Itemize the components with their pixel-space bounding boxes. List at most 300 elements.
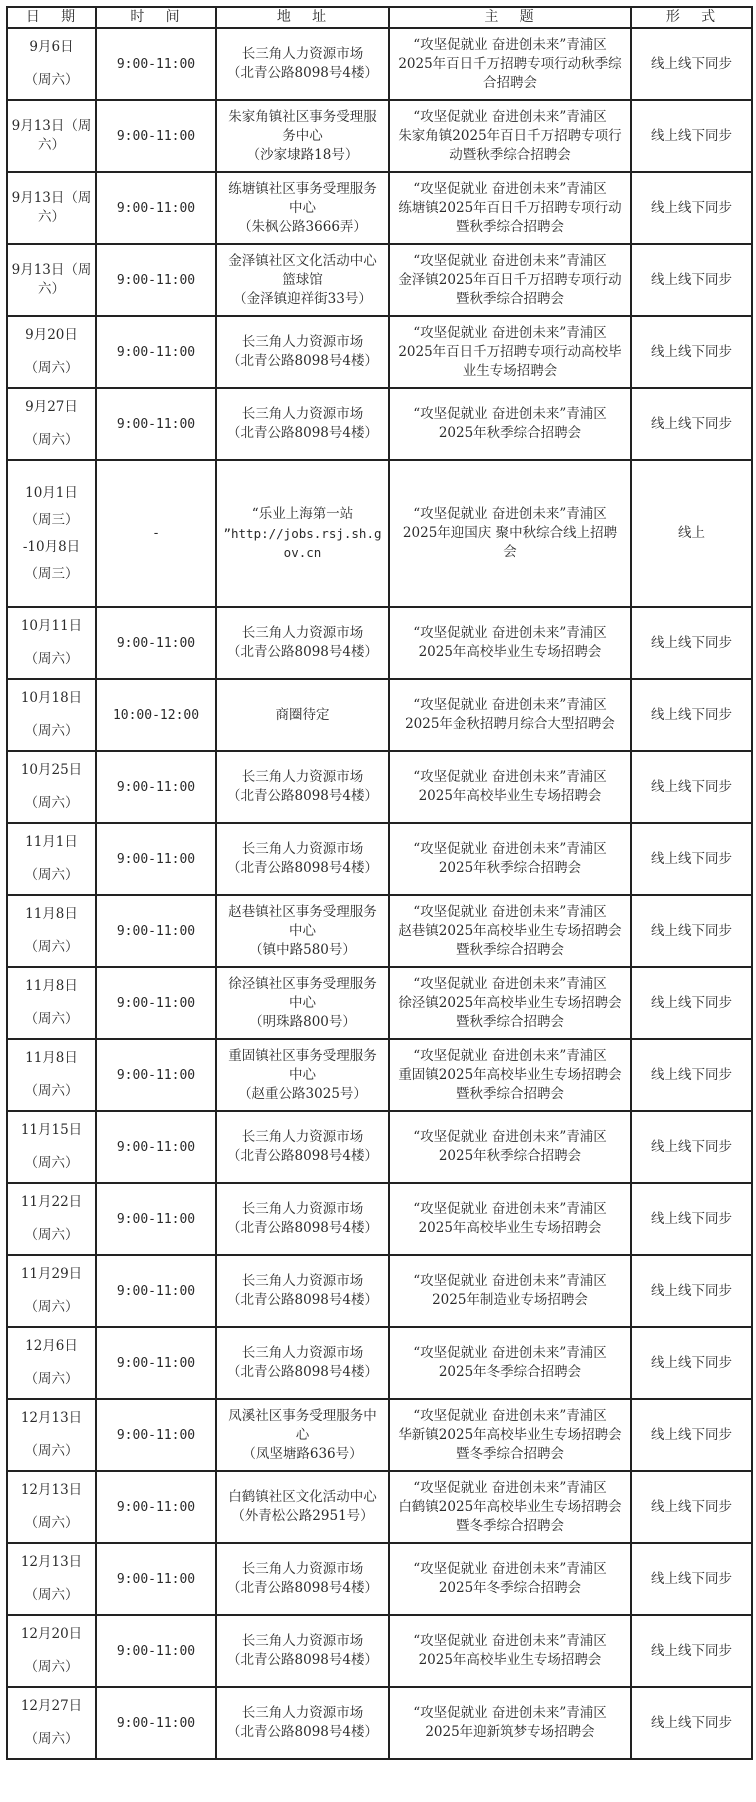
address-line: （北青公路8098号4楼） bbox=[227, 1580, 378, 1596]
table-row bbox=[7, 316, 752, 388]
theme-cell bbox=[389, 1471, 631, 1543]
date-text: 10月18日 bbox=[20, 690, 83, 706]
theme-line: 白鹤镇2025年高校毕业生专场招聘会 bbox=[398, 1498, 622, 1515]
table-row bbox=[7, 1327, 752, 1399]
weekday-text: （周六） bbox=[24, 867, 79, 883]
time-cell: 9:00-11:00 bbox=[96, 1471, 216, 1543]
address-cell bbox=[216, 751, 389, 823]
theme-line: 朱家角镇2025年百日千万招聘专项行 bbox=[398, 127, 622, 144]
address-line: （赵重公路3025号） bbox=[238, 1085, 367, 1102]
weekday-text: （周六） bbox=[24, 1443, 79, 1459]
address-line: 中心 bbox=[289, 199, 316, 216]
address-cell bbox=[216, 1327, 389, 1399]
theme-cell bbox=[389, 28, 631, 100]
address-cell bbox=[216, 1471, 389, 1543]
date-text: 11月8日 bbox=[25, 1050, 78, 1066]
address-line: （镇中路580号） bbox=[249, 941, 356, 958]
time-cell: 9:00-11:00 bbox=[96, 1039, 216, 1111]
weekday-text: （周六） bbox=[24, 1083, 79, 1099]
date-text: 9月13日（周 bbox=[11, 118, 92, 134]
date-cell bbox=[7, 1183, 96, 1255]
address-cell bbox=[216, 460, 389, 607]
weekday-text: （周六） bbox=[24, 1731, 79, 1747]
date-cell bbox=[7, 1471, 96, 1543]
weekday-text: （周六） bbox=[24, 1155, 79, 1171]
theme-line: “攻坚促就业 奋进创未来”青浦区 bbox=[413, 841, 607, 857]
theme-line: 2025年制造业专场招聘会 bbox=[432, 1292, 588, 1308]
format-cell: 线上线下同步 bbox=[631, 1255, 752, 1327]
weekday-text: （周六） bbox=[24, 72, 79, 88]
address-line: 长三角人力资源市场 bbox=[241, 46, 364, 62]
format-cell: 线上线下同步 bbox=[631, 1471, 752, 1543]
theme-line: 徐泾镇2025年高校毕业生专场招聘会 bbox=[398, 994, 622, 1011]
theme-line: 暨冬季综合招聘会 bbox=[456, 1517, 564, 1534]
table-row bbox=[7, 607, 752, 679]
address-line: 长三角人力资源市场 bbox=[241, 1705, 364, 1721]
theme-line: “攻坚促就业 奋进创未来”青浦区 bbox=[413, 406, 607, 422]
address-line: 长三角人力资源市场 bbox=[241, 1561, 364, 1577]
address-cell bbox=[216, 28, 389, 100]
theme-line: 2025年高校毕业生专场招聘会 bbox=[418, 1652, 602, 1668]
time-cell: 9:00-11:00 bbox=[96, 967, 216, 1039]
address-line: 重固镇社区事务受理服务 bbox=[228, 1047, 377, 1064]
time-cell: - bbox=[96, 460, 216, 607]
theme-cell bbox=[389, 1687, 631, 1759]
date-text: 12月13日 bbox=[20, 1554, 83, 1570]
theme-line: 2025年高校毕业生专场招聘会 bbox=[418, 788, 602, 804]
weekday-text: 六） bbox=[38, 137, 65, 153]
address-line: （北青公路8098号4楼） bbox=[227, 65, 378, 81]
address-cell bbox=[216, 1111, 389, 1183]
theme-line: “攻坚促就业 奋进创未来”青浦区 bbox=[413, 252, 607, 269]
table-body-online bbox=[7, 460, 752, 607]
weekday-text: （周六） bbox=[24, 1011, 79, 1027]
weekday-text: （周六） bbox=[24, 360, 79, 376]
theme-cell bbox=[389, 895, 631, 967]
theme-line: 合招聘会 bbox=[483, 74, 537, 91]
address-cell bbox=[216, 1543, 389, 1615]
date-cell bbox=[7, 1327, 96, 1399]
format-cell: 线上线下同步 bbox=[631, 1111, 752, 1183]
address-line: 徐泾镇社区事务受理服务 bbox=[228, 975, 377, 992]
time-cell: 9:00-11:00 bbox=[96, 172, 216, 244]
date-text: 9月13日（周 bbox=[11, 262, 92, 278]
theme-line: “攻坚促就业 奋进创未来”青浦区 bbox=[413, 975, 607, 992]
theme-line: “攻坚促就业 奋进创未来”青浦区 bbox=[413, 769, 607, 785]
format-cell: 线上线下同步 bbox=[631, 100, 752, 172]
address-line: 务中心 bbox=[282, 127, 323, 144]
header-time: 时 间 bbox=[96, 7, 216, 28]
date-text: 11月1日 bbox=[25, 834, 78, 850]
table-row bbox=[7, 100, 752, 172]
address-line: 白鹤镇社区文化活动中心 bbox=[228, 1489, 377, 1505]
theme-cell bbox=[389, 967, 631, 1039]
address-line: 篮球馆 bbox=[282, 271, 323, 288]
format-cell: 线上 bbox=[631, 460, 752, 607]
address-line: （沙家埭路18号） bbox=[246, 146, 359, 163]
theme-line: “攻坚促就业 奋进创未来”青浦区 bbox=[413, 697, 607, 713]
theme-line: 会 bbox=[503, 544, 517, 560]
theme-line: 2025年金秋招聘月综合大型招聘会 bbox=[405, 716, 615, 732]
theme-line: 2025年迎国庆 聚中秋综合线上招聘 bbox=[402, 525, 618, 541]
weekday-text: （周六） bbox=[24, 939, 79, 955]
table-row bbox=[7, 1039, 752, 1111]
date-cell bbox=[7, 1039, 96, 1111]
theme-cell bbox=[389, 679, 631, 751]
date-cell bbox=[7, 316, 96, 388]
table-row bbox=[7, 751, 752, 823]
address-line: 长三角人力资源市场 bbox=[241, 841, 364, 857]
date-text: 12月13日 bbox=[20, 1410, 83, 1426]
table-row bbox=[7, 28, 752, 100]
address-line: 长三角人力资源市场 bbox=[241, 1273, 364, 1289]
theme-line: “攻坚促就业 奋进创未来”青浦区 bbox=[413, 1705, 607, 1721]
address-line: （北青公路8098号4楼） bbox=[227, 860, 378, 876]
theme-line: “攻坚促就业 奋进创未来”青浦区 bbox=[413, 108, 607, 125]
date-text: 12月27日 bbox=[20, 1698, 83, 1714]
address-line: （北青公路8098号4楼） bbox=[227, 644, 378, 660]
address-cell bbox=[216, 1255, 389, 1327]
date-text: 9月13日（周 bbox=[11, 190, 92, 206]
theme-line: “攻坚促就业 奋进创未来”青浦区 bbox=[413, 1129, 607, 1145]
address-line: 中心 bbox=[289, 994, 316, 1011]
time-cell: 9:00-11:00 bbox=[96, 316, 216, 388]
weekday-text: 六） bbox=[38, 281, 65, 297]
theme-line: 暨冬季综合招聘会 bbox=[456, 1445, 564, 1462]
address-line: 商圈待定 bbox=[275, 706, 330, 723]
address-line: 朱家角镇社区事务受理服 bbox=[228, 108, 377, 125]
address-line: （北青公路8098号4楼） bbox=[227, 353, 378, 369]
date-cell bbox=[7, 28, 96, 100]
theme-cell bbox=[389, 823, 631, 895]
theme-cell bbox=[389, 1183, 631, 1255]
theme-line: “攻坚促就业 奋进创未来”青浦区 bbox=[413, 1479, 607, 1496]
address-cell bbox=[216, 1039, 389, 1111]
theme-line: 2025年高校毕业生专场招聘会 bbox=[418, 1220, 602, 1236]
table-row bbox=[7, 460, 752, 607]
date-cell bbox=[7, 751, 96, 823]
table-row bbox=[7, 1615, 752, 1687]
address-cell bbox=[216, 316, 389, 388]
weekday-text: 六） bbox=[38, 209, 65, 225]
format-cell: 线上线下同步 bbox=[631, 1327, 752, 1399]
table-row bbox=[7, 1255, 752, 1327]
theme-line: “攻坚促就业 奋进创未来”青浦区 bbox=[413, 36, 607, 53]
address-line: （北青公路8098号4楼） bbox=[227, 425, 378, 441]
theme-line: “攻坚促就业 奋进创未来”青浦区 bbox=[413, 625, 607, 641]
address-cell bbox=[216, 100, 389, 172]
time-cell: 9:00-11:00 bbox=[96, 751, 216, 823]
address-line: 赵巷镇社区事务受理服务 bbox=[228, 903, 377, 920]
table-row bbox=[7, 1111, 752, 1183]
address-line: 长三角人力资源市场 bbox=[241, 625, 364, 641]
weekday-text: （周六） bbox=[24, 723, 79, 739]
theme-line: “攻坚促就业 奋进创未来”青浦区 bbox=[413, 903, 607, 920]
time-cell: 9:00-11:00 bbox=[96, 1687, 216, 1759]
theme-cell bbox=[389, 316, 631, 388]
address-cell bbox=[216, 244, 389, 316]
format-cell: 线上线下同步 bbox=[631, 679, 752, 751]
format-cell: 线上线下同步 bbox=[631, 823, 752, 895]
theme-line: 2025年冬季综合招聘会 bbox=[438, 1364, 582, 1380]
theme-cell bbox=[389, 1039, 631, 1111]
format-cell: 线上线下同步 bbox=[631, 1543, 752, 1615]
time-cell: 9:00-11:00 bbox=[96, 244, 216, 316]
time-cell: 9:00-11:00 bbox=[96, 100, 216, 172]
date-text: 9月6日 bbox=[29, 39, 74, 55]
date-cell bbox=[7, 823, 96, 895]
job-fair-schedule-table bbox=[6, 6, 753, 1760]
table-row bbox=[7, 388, 752, 460]
date-cell bbox=[7, 1111, 96, 1183]
header-theme: 主 题 bbox=[389, 7, 631, 28]
format-cell: 线上线下同步 bbox=[631, 895, 752, 967]
format-cell: 线上线下同步 bbox=[631, 1039, 752, 1111]
date-cell bbox=[7, 895, 96, 967]
address-line: 长三角人力资源市场 bbox=[241, 1129, 364, 1145]
theme-line: 2025年百日千万招聘专项行动秋季综 bbox=[398, 55, 622, 72]
date-cell bbox=[7, 679, 96, 751]
theme-line: 2025年秋季综合招聘会 bbox=[438, 425, 582, 441]
format-cell: 线上线下同步 bbox=[631, 316, 752, 388]
time-cell: 9:00-11:00 bbox=[96, 823, 216, 895]
time-cell: 9:00-11:00 bbox=[96, 1255, 216, 1327]
format-cell: 线上线下同步 bbox=[631, 1399, 752, 1471]
address-line: （外青松公路2951号） bbox=[231, 1508, 374, 1524]
format-cell: 线上线下同步 bbox=[631, 607, 752, 679]
address-line: （北青公路8098号4楼） bbox=[227, 1652, 378, 1668]
date-text: 12月6日 bbox=[25, 1338, 78, 1354]
format-cell: 线上线下同步 bbox=[631, 1183, 752, 1255]
address-line: 凤溪社区事务受理服务中 bbox=[228, 1407, 377, 1424]
theme-line: “攻坚促就业 奋进创未来”青浦区 bbox=[413, 1201, 607, 1217]
theme-line: 练塘镇2025年百日千万招聘专项行动 bbox=[398, 199, 622, 216]
header-address: 地 址 bbox=[216, 7, 389, 28]
theme-cell bbox=[389, 751, 631, 823]
theme-cell bbox=[389, 1111, 631, 1183]
theme-cell bbox=[389, 1399, 631, 1471]
end-weekday-text: （周三） bbox=[24, 565, 79, 582]
theme-line: 金泽镇2025年百日千万招聘专项行动 bbox=[398, 271, 622, 288]
theme-cell bbox=[389, 460, 631, 607]
theme-line: 暨秋季综合招聘会 bbox=[456, 290, 564, 307]
theme-line: 2025年秋季综合招聘会 bbox=[438, 860, 582, 876]
time-cell: 9:00-11:00 bbox=[96, 1327, 216, 1399]
weekday-text: （周六） bbox=[24, 1299, 79, 1315]
time-cell: 9:00-11:00 bbox=[96, 1543, 216, 1615]
address-cell bbox=[216, 679, 389, 751]
weekday-text: （周六） bbox=[24, 1371, 79, 1387]
theme-line: “攻坚促就业 奋进创未来”青浦区 bbox=[413, 1273, 607, 1289]
address-line: 金泽镇社区文化活动中心 bbox=[228, 252, 377, 269]
date-text: 11月22日 bbox=[20, 1194, 83, 1210]
date-text: 12月13日 bbox=[20, 1482, 83, 1498]
end-date-text: -10月8日 bbox=[22, 538, 81, 555]
table-row bbox=[7, 1543, 752, 1615]
theme-line: “攻坚促就业 奋进创未来”青浦区 bbox=[413, 1561, 607, 1577]
header-date: 日 期 bbox=[7, 7, 96, 28]
address-line: （朱枫公路3666弄） bbox=[238, 218, 367, 235]
theme-cell bbox=[389, 100, 631, 172]
theme-cell bbox=[389, 172, 631, 244]
address-line: （凤坚塘路636号） bbox=[242, 1445, 363, 1462]
table-header-row bbox=[7, 7, 752, 28]
address-line: （明珠路800号） bbox=[249, 1013, 356, 1030]
theme-line: 2025年冬季综合招聘会 bbox=[438, 1580, 582, 1596]
header-format: 形 式 bbox=[631, 7, 752, 28]
address-line: 心 bbox=[295, 1426, 310, 1443]
date-text: 11月15日 bbox=[20, 1122, 83, 1138]
theme-cell bbox=[389, 1615, 631, 1687]
table-row bbox=[7, 679, 752, 751]
date-cell bbox=[7, 1687, 96, 1759]
weekday-text: （周三） bbox=[24, 511, 79, 528]
format-cell: 线上线下同步 bbox=[631, 1615, 752, 1687]
address-line: “乐业上海第一站 bbox=[251, 506, 354, 522]
address-cell bbox=[216, 1399, 389, 1471]
time-cell: 9:00-11:00 bbox=[96, 607, 216, 679]
date-text: 9月27日 bbox=[25, 399, 78, 415]
date-text: 9月20日 bbox=[25, 327, 78, 343]
date-cell bbox=[7, 967, 96, 1039]
time-cell: 9:00-11:00 bbox=[96, 1399, 216, 1471]
address-line: 练塘镇社区事务受理服务 bbox=[228, 180, 377, 197]
address-line: 长三角人力资源市场 bbox=[241, 1201, 364, 1217]
format-cell: 线上线下同步 bbox=[631, 244, 752, 316]
date-cell bbox=[7, 1255, 96, 1327]
date-text: 11月29日 bbox=[20, 1266, 83, 1282]
address-line: 长三角人力资源市场 bbox=[241, 769, 364, 785]
weekday-text: （周六） bbox=[24, 1659, 79, 1675]
table-row bbox=[7, 244, 752, 316]
theme-cell bbox=[389, 1255, 631, 1327]
address-line: 中心 bbox=[289, 922, 316, 939]
format-cell: 线上线下同步 bbox=[631, 28, 752, 100]
address-cell bbox=[216, 895, 389, 967]
theme-line: 暨秋季综合招聘会 bbox=[456, 941, 564, 958]
address-cell bbox=[216, 388, 389, 460]
table-row bbox=[7, 967, 752, 1039]
address-cell bbox=[216, 172, 389, 244]
theme-cell bbox=[389, 244, 631, 316]
address-cell bbox=[216, 1687, 389, 1759]
date-cell bbox=[7, 1615, 96, 1687]
weekday-text: （周六） bbox=[24, 795, 79, 811]
date-text: 11月8日 bbox=[25, 978, 78, 994]
date-cell bbox=[7, 244, 96, 316]
weekday-text: （周六） bbox=[24, 432, 79, 448]
table-row bbox=[7, 1471, 752, 1543]
address-cell bbox=[216, 1183, 389, 1255]
time-cell: 9:00-11:00 bbox=[96, 1615, 216, 1687]
format-cell: 线上线下同步 bbox=[631, 388, 752, 460]
address-cell bbox=[216, 1615, 389, 1687]
time-cell: 9:00-11:00 bbox=[96, 1183, 216, 1255]
time-cell: 9:00-11:00 bbox=[96, 1111, 216, 1183]
date-cell bbox=[7, 1543, 96, 1615]
table-body-oct-dec bbox=[7, 607, 752, 1759]
theme-line: 赵巷镇2025年高校毕业生专场招聘会 bbox=[398, 922, 622, 939]
theme-line: “攻坚促就业 奋进创未来”青浦区 bbox=[413, 1345, 607, 1361]
date-text: 11月8日 bbox=[25, 906, 78, 922]
theme-cell bbox=[389, 607, 631, 679]
table-body-september bbox=[7, 28, 752, 460]
address-cell bbox=[216, 607, 389, 679]
address-url-line[interactable]: ov.cn bbox=[283, 545, 322, 560]
address-url-line[interactable]: ”http://jobs.rsj.sh.g bbox=[223, 526, 382, 541]
theme-line: “攻坚促就业 奋进创未来”青浦区 bbox=[413, 1633, 607, 1649]
table-row bbox=[7, 1183, 752, 1255]
theme-line: 2025年百日千万招聘专项行动高校毕 bbox=[398, 343, 622, 360]
time-cell: 10:00-12:00 bbox=[96, 679, 216, 751]
weekday-text: （周六） bbox=[24, 1227, 79, 1243]
format-cell: 线上线下同步 bbox=[631, 967, 752, 1039]
theme-line: 重固镇2025年高校毕业生专场招聘会 bbox=[398, 1066, 622, 1083]
date-cell bbox=[7, 607, 96, 679]
theme-line: 暨秋季综合招聘会 bbox=[456, 1013, 564, 1030]
weekday-text: （周六） bbox=[24, 1587, 79, 1603]
date-cell bbox=[7, 460, 96, 607]
address-line: （金泽镇迎祥街33号） bbox=[233, 290, 372, 307]
format-cell: 线上线下同步 bbox=[631, 172, 752, 244]
theme-line: “攻坚促就业 奋进创未来”青浦区 bbox=[413, 180, 607, 197]
theme-line: “攻坚促就业 奋进创未来”青浦区 bbox=[413, 324, 607, 341]
table-row bbox=[7, 172, 752, 244]
weekday-text: （周六） bbox=[24, 651, 79, 667]
theme-cell bbox=[389, 1543, 631, 1615]
format-cell: 线上线下同步 bbox=[631, 751, 752, 823]
table-row bbox=[7, 1399, 752, 1471]
address-line: （北青公路8098号4楼） bbox=[227, 1724, 378, 1740]
table-row bbox=[7, 895, 752, 967]
theme-line: 暨秋季综合招聘会 bbox=[456, 218, 564, 235]
address-line: （北青公路8098号4楼） bbox=[227, 1148, 378, 1164]
date-text: 10月11日 bbox=[20, 618, 83, 634]
date-cell bbox=[7, 1399, 96, 1471]
time-cell: 9:00-11:00 bbox=[96, 895, 216, 967]
theme-line: 2025年高校毕业生专场招聘会 bbox=[418, 644, 602, 660]
theme-cell bbox=[389, 1327, 631, 1399]
theme-line: “攻坚促就业 奋进创未来”青浦区 bbox=[413, 1407, 607, 1424]
date-text: 10月1日 bbox=[25, 484, 78, 501]
date-cell bbox=[7, 172, 96, 244]
address-line: （北青公路8098号4楼） bbox=[227, 1220, 378, 1236]
theme-line: 暨秋季综合招聘会 bbox=[456, 1085, 564, 1102]
date-text: 12月20日 bbox=[20, 1626, 83, 1642]
address-line: 长三角人力资源市场 bbox=[241, 334, 364, 350]
theme-cell bbox=[389, 388, 631, 460]
address-line: 长三角人力资源市场 bbox=[241, 406, 364, 422]
address-cell bbox=[216, 823, 389, 895]
date-text: 10月25日 bbox=[20, 762, 83, 778]
address-line: 长三角人力资源市场 bbox=[241, 1633, 364, 1649]
address-cell bbox=[216, 967, 389, 1039]
address-line: （北青公路8098号4楼） bbox=[227, 1364, 378, 1380]
theme-line: 业生专场招聘会 bbox=[462, 362, 558, 379]
theme-line: “攻坚促就业 奋进创未来”青浦区 bbox=[413, 1047, 607, 1064]
address-line: （北青公路8098号4楼） bbox=[227, 1292, 378, 1308]
date-cell bbox=[7, 100, 96, 172]
format-cell: 线上线下同步 bbox=[631, 1687, 752, 1759]
table-row bbox=[7, 823, 752, 895]
theme-line: “攻坚促就业 奋进创未来”青浦区 bbox=[413, 506, 607, 522]
table-row bbox=[7, 1687, 752, 1759]
theme-line: 2025年秋季综合招聘会 bbox=[438, 1148, 582, 1164]
address-line: （北青公路8098号4楼） bbox=[227, 788, 378, 804]
theme-line: 2025年迎新筑梦专场招聘会 bbox=[425, 1724, 595, 1740]
time-cell: 9:00-11:00 bbox=[96, 28, 216, 100]
address-line: 中心 bbox=[289, 1066, 316, 1083]
